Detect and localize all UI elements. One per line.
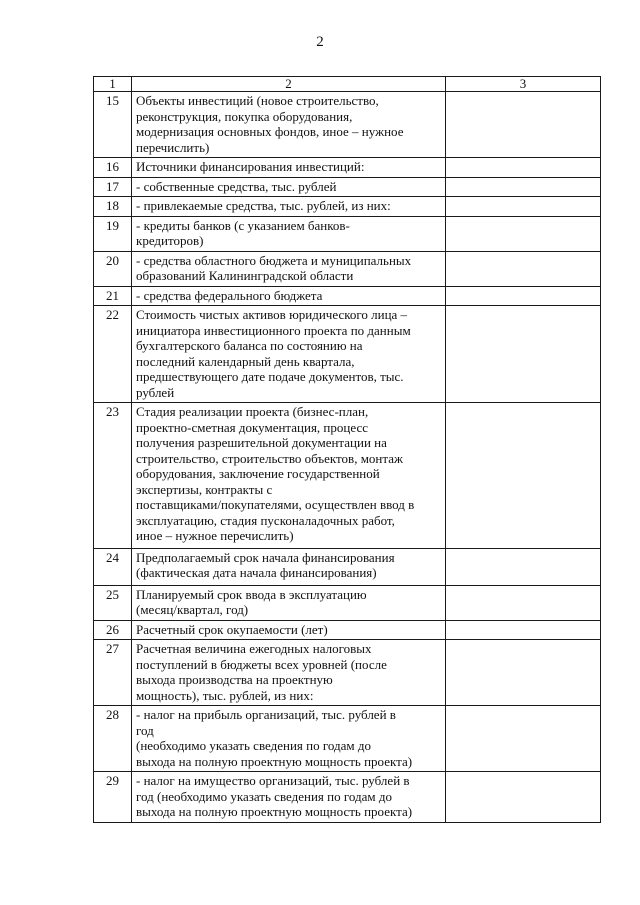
table-row <box>94 403 601 549</box>
table-row <box>94 177 601 197</box>
row-description: Предполагаемый срок начала финансирования (фактическая дата начала финансирования) <box>132 548 446 585</box>
row-description: Стадия реализации проекта (бизнес-план, проектно-сметная документация, процесс получения разрешительной документации на строительство, строительство объектов, монтаж оборудования, заключение государственной экспертизы, контракты с поставщиками/покупателями, осуществлен ввод в эксплуатацию, стадия пусконаладочных работ, иное – нужное перечислить) <box>132 403 446 549</box>
table-row <box>94 197 601 217</box>
row-value-cell <box>446 177 601 197</box>
row-description: - средства областного бюджета и муниципальных образований Калининградской области <box>132 251 446 286</box>
table-row <box>94 306 601 403</box>
row-number: 26 <box>94 620 132 640</box>
row-value-cell <box>446 158 601 178</box>
row-number: 18 <box>94 197 132 217</box>
row-description: Расчетная величина ежегодных налоговых поступлений в бюджеты всех уровней (после выхода производства на проектную мощность), тыс. рублей, из них: <box>132 640 446 706</box>
row-description: - собственные средства, тыс. рублей <box>132 177 446 197</box>
row-description: Объекты инвестиций (новое строительство, реконструкция, покупка оборудования, модернизация основных фондов, иное – нужное перечислить) <box>132 92 446 158</box>
column-header-3: 3 <box>446 77 601 92</box>
row-value-cell <box>446 197 601 217</box>
row-value-cell <box>446 216 601 251</box>
table-row <box>94 620 601 640</box>
row-value-cell <box>446 706 601 772</box>
row-value-cell <box>446 620 601 640</box>
row-number: 19 <box>94 216 132 251</box>
row-number: 16 <box>94 158 132 178</box>
row-number: 27 <box>94 640 132 706</box>
row-number: 20 <box>94 251 132 286</box>
row-number: 22 <box>94 306 132 403</box>
table-row <box>94 640 601 706</box>
table-row <box>94 216 601 251</box>
row-value-cell <box>446 251 601 286</box>
questionnaire-table <box>93 76 601 823</box>
row-value-cell <box>446 585 601 620</box>
row-number: 15 <box>94 92 132 158</box>
table-row <box>94 585 601 620</box>
table-row <box>94 158 601 178</box>
row-description: - налог на прибыль организаций, тыс. рублей в год (необходимо указать сведения по годам до выхода на полную проектную мощность проекта) <box>132 706 446 772</box>
row-value-cell <box>446 306 601 403</box>
row-number: 25 <box>94 585 132 620</box>
row-description: - кредиты банков (с указанием банков- кредиторов) <box>132 216 446 251</box>
row-value-cell <box>446 286 601 306</box>
row-value-cell <box>446 772 601 823</box>
row-value-cell <box>446 403 601 549</box>
row-value-cell <box>446 548 601 585</box>
table-row <box>94 251 601 286</box>
row-description: - налог на имущество организаций, тыс. рублей в год (необходимо указать сведения по годам до выхода на полную проектную мощность проекта) <box>132 772 446 823</box>
row-number: 29 <box>94 772 132 823</box>
table-row <box>94 772 601 823</box>
row-number: 17 <box>94 177 132 197</box>
column-header-1: 1 <box>94 77 132 92</box>
row-description: - привлекаемые средства, тыс. рублей, из них: <box>132 197 446 217</box>
column-header-2: 2 <box>132 77 446 92</box>
table-row <box>94 706 601 772</box>
row-description: Стоимость чистых активов юридического лица – инициатора инвестиционного проекта по данным бухгалтерского баланса по состоянию на последний календарный день квартала, предшествующего дате подаче документов, тыс. рублей <box>132 306 446 403</box>
row-number: 24 <box>94 548 132 585</box>
row-value-cell <box>446 92 601 158</box>
table-row <box>94 548 601 585</box>
row-value-cell <box>446 640 601 706</box>
table-row <box>94 286 601 306</box>
row-number: 23 <box>94 403 132 549</box>
table-header-row <box>94 77 601 92</box>
page-number: 2 <box>316 34 324 50</box>
row-description: Расчетный срок окупаемости (лет) <box>132 620 446 640</box>
row-number: 21 <box>94 286 132 306</box>
row-description: Источники финансирования инвестиций: <box>132 158 446 178</box>
table-row <box>94 92 601 158</box>
row-number: 28 <box>94 706 132 772</box>
row-description: - средства федерального бюджета <box>132 286 446 306</box>
row-description: Планируемый срок ввода в эксплуатацию (месяц/квартал, год) <box>132 585 446 620</box>
